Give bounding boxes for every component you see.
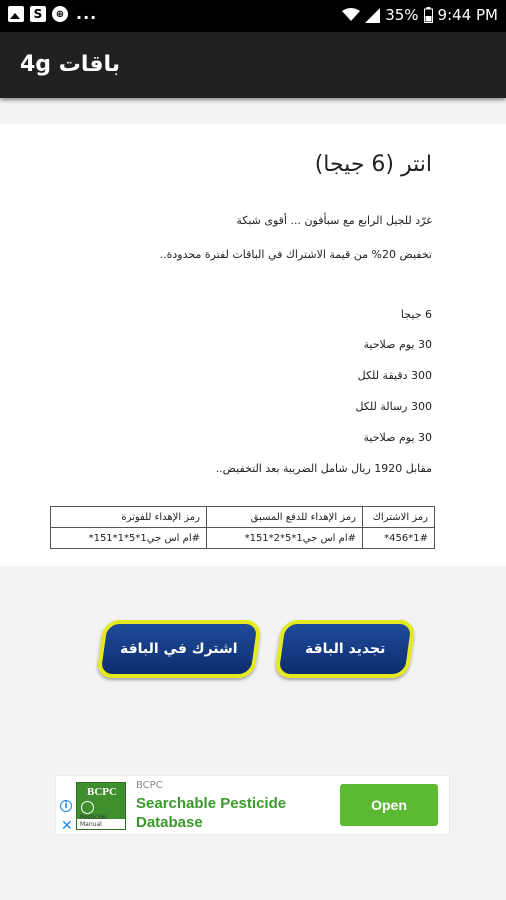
table-row [51, 528, 435, 549]
subscribe-package-button[interactable] [96, 620, 262, 678]
signal-icon [365, 8, 380, 23]
ad-title[interactable]: Searchable Pesticide Database [136, 795, 287, 831]
renew-package-button[interactable] [274, 620, 416, 678]
ad-close-icon[interactable]: ✕ [61, 818, 73, 834]
header-subscribe-code: رمز الاشتراك [363, 507, 435, 528]
detail-validity-2: 30 يوم صلاحية [363, 431, 432, 444]
cell-subscribe-code: *456*1# [363, 528, 435, 549]
ad-logo [76, 782, 126, 830]
table-header-row [51, 507, 435, 528]
subscribe-package-label: اشترك في الباقة [120, 641, 238, 657]
ad-banner[interactable] [56, 776, 449, 834]
ad-open-button[interactable]: Open [340, 784, 438, 826]
header-gift-prepaid: رمز الإهداء للدفع المسبق [207, 507, 363, 528]
app-title: باقات 4g [20, 52, 121, 77]
clock: 9:44 PM [437, 6, 498, 24]
s-app-icon: S [30, 6, 46, 22]
notification-icons [8, 6, 97, 22]
ad-info-icon[interactable]: i [60, 800, 72, 812]
battery-percent: 35% [385, 6, 419, 24]
detail-validity: 30 يوم صلاحية [363, 338, 432, 351]
codes-table [50, 506, 435, 549]
data-saver-icon: ⊕ [52, 6, 68, 22]
package-details-card [0, 124, 506, 566]
cell-gift-postpaid: *151*1*5*1ام اس جي# [51, 528, 207, 549]
more-notifications: ... [76, 4, 98, 23]
ad-logo-text: BCPC [87, 786, 117, 798]
system-icons [342, 6, 498, 24]
ad-logo-subtitle: Pesticide Manual [80, 814, 107, 828]
seal-icon [81, 801, 94, 814]
status-bar [0, 0, 506, 32]
detail-data: 6 جيجا [400, 308, 432, 321]
intro-line: غرّد للجيل الرابع مع سبأفون ... أقوى شبكة [236, 214, 432, 227]
battery-icon [424, 7, 433, 23]
package-heading: انتر (6 جيجا) [314, 152, 432, 177]
detail-minutes: 300 دقيقة للكل [357, 369, 432, 382]
discount-line: تخفيض 20% من قيمة الاشتراك في الباقات لفترة محدودة.. [159, 248, 432, 261]
detail-price: مقابل 1920 ريال شامل الضريبة بعد التخفيض.. [215, 462, 432, 475]
app-bar [0, 32, 506, 98]
gallery-icon [8, 6, 24, 22]
cell-gift-prepaid: *151*2*5*1ام اس جي# [207, 528, 363, 549]
header-gift-postpaid: رمز الإهداء للفوترة [51, 507, 207, 528]
detail-sms: 300 رسالة للكل [355, 400, 432, 413]
ad-brand: BCPC [136, 780, 163, 791]
wifi-icon [342, 8, 360, 22]
renew-package-label: تجديد الباقة [304, 641, 386, 657]
